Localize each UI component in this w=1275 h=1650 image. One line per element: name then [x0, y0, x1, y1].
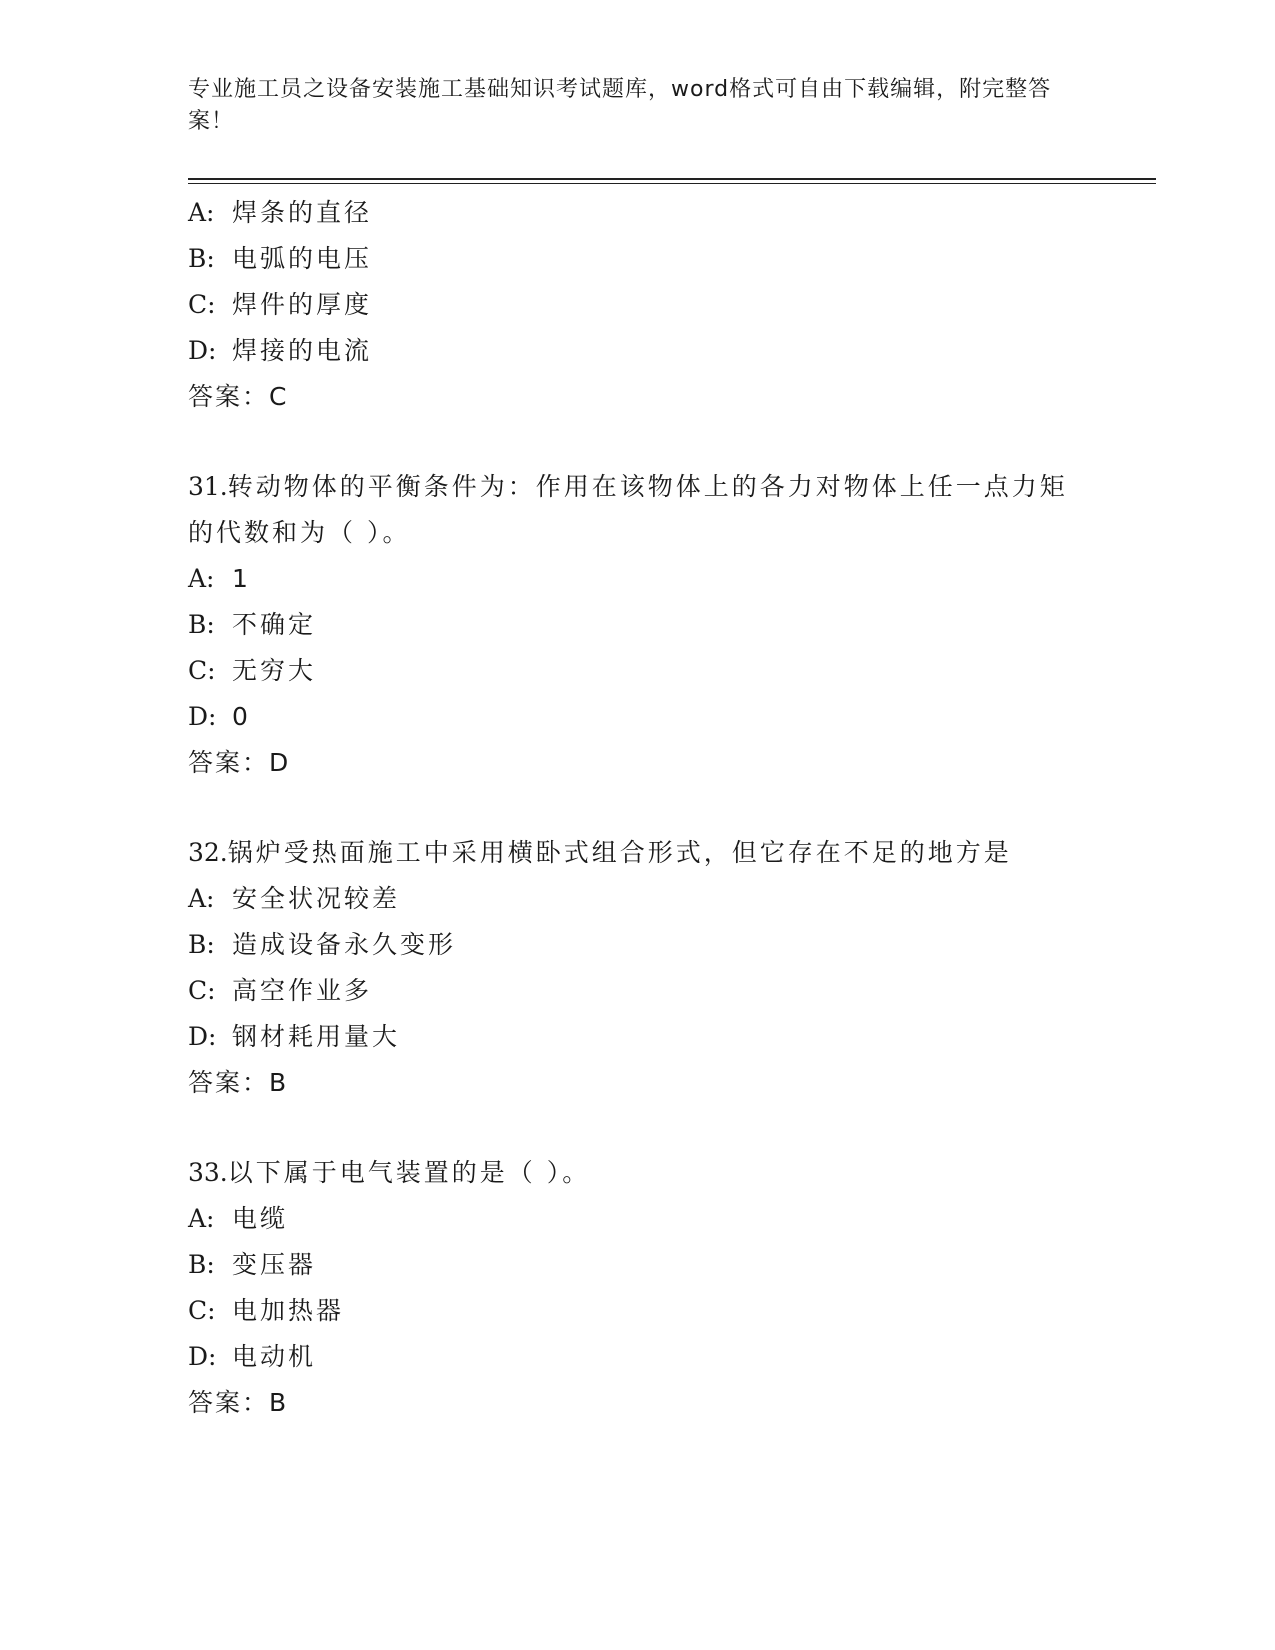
option-c: [188, 648, 1088, 694]
question-number: 31.: [188, 472, 228, 501]
answer-line: [188, 740, 1088, 786]
option-text: 不确定: [232, 610, 317, 639]
question-list: [188, 190, 1088, 1426]
option-letter: C:: [188, 656, 216, 685]
option-c: [188, 282, 1088, 328]
question-stem: [188, 464, 1078, 556]
option-letter: B:: [188, 244, 215, 273]
question-stem: [188, 1150, 1078, 1196]
answer-value: D: [269, 748, 290, 777]
option-letter: B:: [188, 930, 215, 959]
option-letter: A:: [188, 198, 215, 227]
header-divider-thin: [188, 183, 1156, 184]
option-text: 焊件的厚度: [232, 290, 373, 319]
question-31: [188, 464, 1088, 786]
option-text: 0: [232, 702, 251, 731]
option-c: [188, 1288, 1088, 1334]
option-text: 钢材耗用量大: [232, 1022, 401, 1051]
answer-value: C: [269, 382, 288, 411]
option-b: [188, 602, 1088, 648]
option-a: [188, 876, 1088, 922]
option-letter: D:: [188, 1342, 217, 1371]
option-letter: B:: [188, 1250, 215, 1279]
option-a: [188, 190, 1088, 236]
option-letter: A:: [188, 884, 215, 913]
option-a: [188, 1196, 1088, 1242]
option-d: [188, 1334, 1088, 1380]
question-number: 33.: [188, 1158, 228, 1187]
question-number: 32.: [188, 838, 228, 867]
option-letter: C:: [188, 290, 216, 319]
page-header-title: 专业施工员之设备安装施工基础知识考试题库，word格式可自由下载编辑，附完整答案！: [188, 77, 1052, 134]
option-letter: C:: [188, 976, 216, 1005]
option-text: 焊接的电流: [232, 336, 373, 365]
answer-line: [188, 1060, 1088, 1106]
option-letter: A:: [188, 1204, 215, 1233]
option-b: [188, 1242, 1088, 1288]
answer-label: 答案：: [188, 748, 270, 777]
answer-value: B: [269, 1388, 288, 1417]
question-32: [188, 830, 1088, 1106]
option-text: 高空作业多: [232, 976, 373, 1005]
option-text: 电缆: [232, 1204, 289, 1233]
option-text: 造成设备永久变形: [232, 930, 457, 959]
option-letter: D:: [188, 702, 217, 731]
answer-label: 答案：: [188, 382, 270, 411]
option-letter: D:: [188, 1022, 217, 1051]
option-d: [188, 328, 1088, 374]
question-text: 锅炉受热面施工中采用横卧式组合形式，但它存在不足的地方是: [227, 838, 1012, 867]
option-letter: B:: [188, 610, 215, 639]
answer-line: [188, 1380, 1088, 1426]
option-letter: A:: [188, 564, 215, 593]
option-text: 电动机: [232, 1342, 317, 1371]
option-d: [188, 694, 1088, 740]
question-stem: [188, 830, 1078, 876]
option-text: 焊条的直径: [232, 198, 373, 227]
question-33: [188, 1150, 1088, 1426]
answer-value: B: [269, 1068, 288, 1097]
question-text: 转动物体的平衡条件为：作用在该物体上的各力对物体上任一点力矩的代数和为（ ）。: [188, 472, 1068, 547]
answer-label: 答案：: [188, 1388, 270, 1417]
option-a: [188, 556, 1088, 602]
option-b: [188, 922, 1088, 968]
option-text: 安全状况较差: [232, 884, 401, 913]
question-text: 以下属于电气装置的是（ ）。: [227, 1158, 591, 1187]
option-text: 电加热器: [232, 1296, 345, 1325]
option-b: [188, 236, 1088, 282]
answer-line: [188, 374, 1088, 420]
option-letter: C:: [188, 1296, 216, 1325]
option-c: [188, 968, 1088, 1014]
option-letter: D:: [188, 336, 217, 365]
option-text: 变压器: [232, 1250, 317, 1279]
option-text: 1: [232, 564, 251, 593]
answer-label: 答案：: [188, 1068, 270, 1097]
option-text: 无穷大: [232, 656, 317, 685]
option-text: 电弧的电压: [232, 244, 373, 273]
option-d: [188, 1014, 1088, 1060]
header-divider-thick: [188, 178, 1156, 180]
continued-question-block: [188, 190, 1088, 420]
